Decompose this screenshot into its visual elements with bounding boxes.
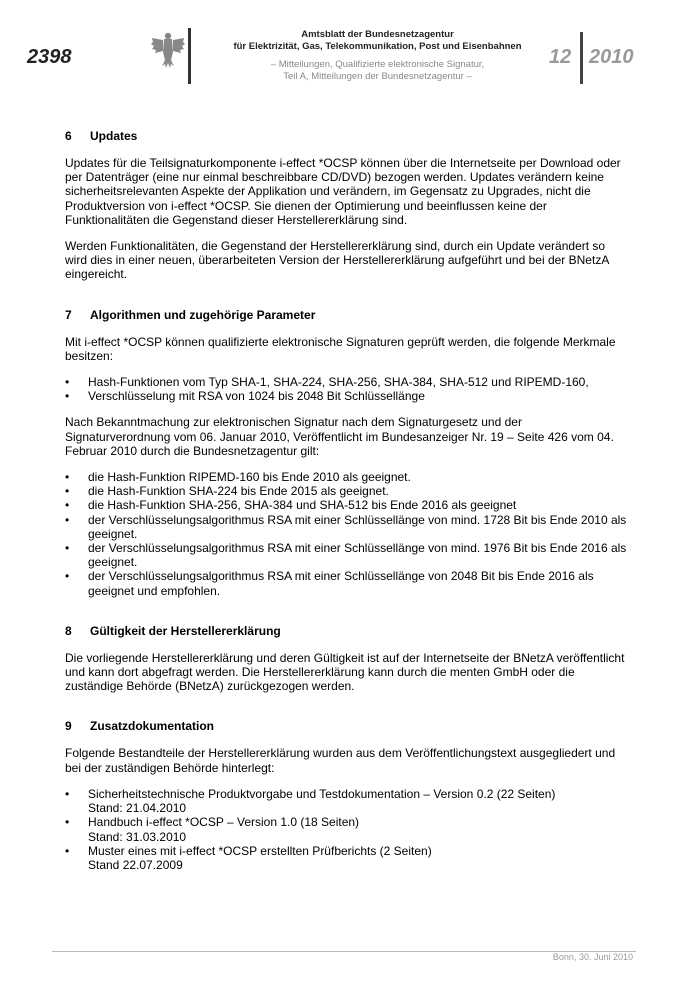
documentation-list [65,787,630,872]
list-item [65,844,630,872]
list-item [65,787,630,815]
list-item: • die Hash-Funktion SHA-256, SHA-384 und SHA-512 bis Ende 2016 als geeignet [65,498,630,512]
page-number: 2398 [27,46,72,68]
section-title: Gültigkeit der Herstellererklärung [90,623,281,638]
footer-date: Bonn, 30. Juni 2010 [552,952,633,962]
list-item: • der Verschlüsselungsalgorithmus RSA mit einer Schlüssellänge von mind. 1976 Bit bis Ende 2016 als geeignet. [65,541,630,569]
document-date: Stand: 31.03.2010 [88,829,187,844]
suitability-list [65,470,630,598]
journal-title [205,29,550,53]
section-title: Algorithmen und zugehörige Parameter [90,307,316,322]
list-item [65,815,630,843]
section-7-paragraph-1: Mit i-effect *OCSP können qualifizierte elektronische Signaturen geprüft werden, die folgende Merkmale besitzen: [65,334,616,363]
journal-subtitle-line2: Teil A, Mitteilungen der Bundesnetzagentur – [283,70,472,82]
journal-title-line1: Amtsblatt der Bundesnetzagentur [301,29,454,40]
section-title: Updates [90,129,138,143]
section-number: 7 [65,307,72,322]
algorithm-list [65,375,630,403]
issue-number: 12 [549,46,572,68]
document-date: Stand: 21.04.2010 [88,801,187,816]
section-number: 8 [65,623,72,638]
document-name: • Sicherheitstechnische Produktvorgabe und Testdokumentation – Version 0.2 (22 Seiten) [88,786,556,801]
section-title: Zusatzdokumentation [90,719,215,734]
section-6-heading [65,129,630,143]
section-number: 9 [65,719,72,734]
journal-subtitle-line1: – Mitteilungen, Qualifizierte elektronische Signatur, [270,59,485,70]
list-item: • Hash-Funktionen vom Typ SHA-1, SHA-224, SHA-256, SHA-384, SHA-512 und RIPEMD-160, [65,375,630,389]
journal-title-line2: für Elektrizität, Gas, Telekommunikation, Post und Eisenbahnen [233,41,522,52]
list-item: • Verschlüsselung mit RSA von 1024 bis 2048 Bit Schlüssellänge [65,389,630,403]
section-9-heading [65,719,630,733]
list-item: • der Verschlüsselungsalgorithmus RSA mit einer Schlüssellänge von mind. 1728 Bit bis Ende 2010 als geeignet. [65,513,630,541]
footer-divider [52,951,636,952]
section-8-paragraph-1: Die vorliegende Herstellererklärung und deren Gültigkeit ist auf der Internetseite der BNetzA veröffentlicht und kann dort abgefragt werden. Die Herstellererklärung kann durch die menten GmbH oder die zuständige Behörde (BNetzA) zurückgezogen werden. [65,650,625,694]
section-7-paragraph-2: Nach Bekanntmachung zur elektronischen Signatur nach dem Signaturgesetz und der Signaturverordnung vom 06. Januar 2010, Veröffentlicht im Bundesanzeiger Nr. 19 – Seite 426 vom 04. Februar 2010 durch die Bundesnetzagentur gilt: [65,415,614,458]
journal-subtitle [205,59,550,82]
document-name: • Muster eines mit i-effect *OCSP erstellten Prüfberichts (2 Seiten) [88,843,432,858]
document-body [65,129,630,884]
issue-year: 2010 [589,46,634,68]
document-name: • Handbuch i-effect *OCSP – Version 1.0 (18 Seiten) [88,815,360,830]
issue-divider [580,32,583,84]
section-6-paragraph-2: Werden Funktionalitäten, die Gegenstand der Herstellererklärung sind, durch ein Update verändert so wird dies in einer neuen, überarbeiteten Version der Herstellererklärung aufgeführt und bei der BNetzA eingereicht. [65,239,609,282]
header-divider [188,28,191,84]
section-6-paragraph-1: Updates für die Teilsignaturkomponente i-effect *OCSP können über die Internetseite per Download oder per Datenträger (eine nur einmal beschreibbare CD/DVD) bezogen werden. Updates verändern keine sicherheitsrelevanten Aspekte der Applikation und verändern, im Gegensatz zu Upgrades, nicht die Produktversion von i-effect *OCSP. Sie dienen der Optimierung und beeinflussen keine der Funktionalitäten die Gegenstand dieser Herstellererklärung sind. [65,156,621,227]
section-7-heading [65,308,630,322]
list-item: • die Hash-Funktion RIPEMD-160 bis Ende 2010 als geeignet. [65,470,630,484]
list-item: • die Hash-Funktion SHA-224 bis Ende 2015 als geeignet. [65,484,630,498]
section-8-heading [65,624,630,638]
document-date: Stand 22.07.2009 [88,857,183,872]
list-item: • der Verschlüsselungsalgorithmus RSA mit einer Schlüssellänge von 2048 Bit bis Ende 2016 als geeignet und empfohlen. [65,569,630,597]
section-number: 6 [65,129,72,143]
section-9-paragraph-1: Folgende Bestandteile der Herstellererklärung wurden aus dem Veröffentlichungstext ausgegliedert und bei der zuständigen Behörde hinterlegt: [65,746,616,775]
federal-eagle-icon [150,30,186,74]
